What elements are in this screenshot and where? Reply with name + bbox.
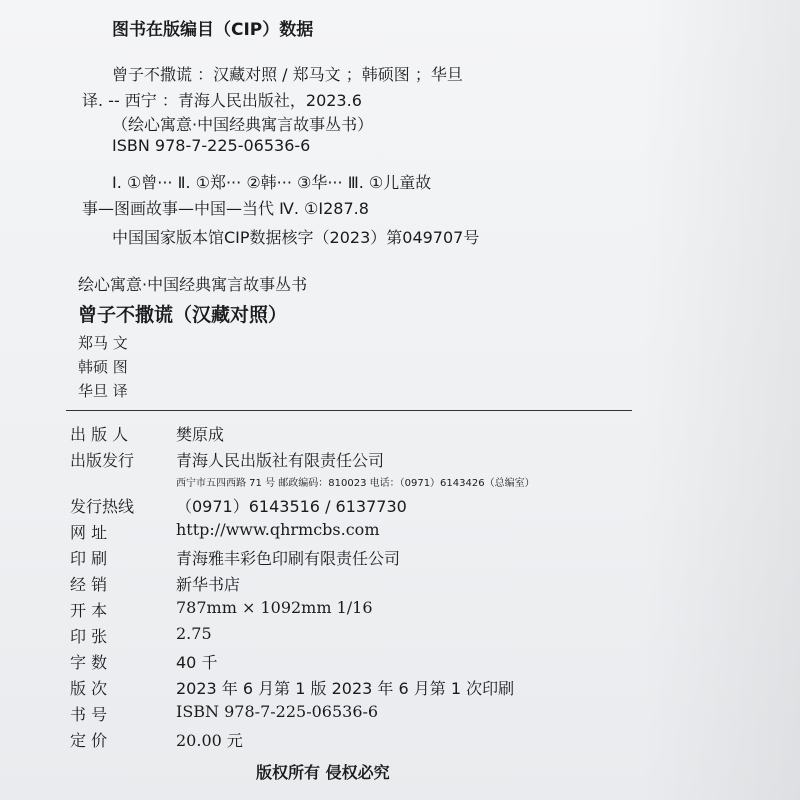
copyright-notice: 版权所有 侵权必究 [256,763,390,782]
imprint-value: 787mm × 1092mm 1/16 [176,598,373,617]
imprint-value: 青海人民出版社有限责任公司 [176,451,385,470]
imprint-label: 出版发行 [70,451,135,470]
imprint-value: 2.75 [176,624,212,643]
imprint-value: 新华书店 [176,575,241,594]
cip-line: 曾子不撒谎 ：汉藏对照 / 郑马文 ；韩硕图 ；华旦 [112,65,463,84]
imprint-label: 网 址 [70,523,108,542]
imprint-label: 出 版 人 [70,425,129,444]
cip-number: 中国国家版本馆CIP数据核字（2023）第049707号 [112,228,480,247]
imprint-value: （0971）6143516 / 6137730 [176,497,407,516]
imprint-label: 版 次 [70,679,108,698]
cip-line: 事—图画故事—中国—当代 Ⅳ. ①I287.8 [82,199,369,218]
cip-line: Ⅰ. ①曾··· Ⅱ. ①郑··· ②韩··· ③华··· Ⅲ. ①儿童故 [112,173,432,192]
book-title: 曾子不撒谎（汉藏对照） [78,304,288,326]
imprint-label: 定 价 [70,731,108,750]
imprint-value: 樊原成 [176,425,225,444]
imprint-value: 青海雅丰彩色印刷有限责任公司 [176,549,401,568]
imprint-website: http://www.qhrmcbs.com [176,520,380,539]
imprint-label: 开 本 [70,601,108,620]
imprint-value: ISBN 978-7-225-06536-6 [176,702,379,721]
cip-line: ISBN 978-7-225-06536-6 [112,136,311,155]
divider-line [66,410,632,411]
imprint-value: 40 千 [176,653,218,672]
imprint-value: 2023 年 6 月第 1 版 2023 年 6 月第 1 次印刷 [176,679,515,698]
imprint-label: 书 号 [70,705,108,724]
imprint-label: 印 刷 [70,549,108,568]
imprint-value: 20.00 元 [176,731,243,750]
page-shadow [640,0,800,800]
cip-line: 译. -- 西宁 ：青海人民出版社，2023.6 [82,91,362,110]
credit-translator: 华旦 译 [78,382,128,400]
imprint-label: 发行热线 [70,497,135,516]
cip-heading: 图书在版编目（CIP）数据 [112,20,314,40]
imprint-label: 经 销 [70,575,108,594]
cip-line: （绘心寓意·中国经典寓言故事丛书） [112,115,374,134]
credit-author: 郑马 文 [78,334,128,352]
credit-illustrator: 韩硕 图 [78,358,128,376]
imprint-address: 西宁市五四西路 71 号 邮政编码：810023 电话：（0971）6143426（总编室） [176,478,535,489]
series-name: 绘心寓意·中国经典寓言故事丛书 [78,275,308,294]
imprint-label: 字 数 [70,653,108,672]
imprint-label: 印 张 [70,627,108,646]
